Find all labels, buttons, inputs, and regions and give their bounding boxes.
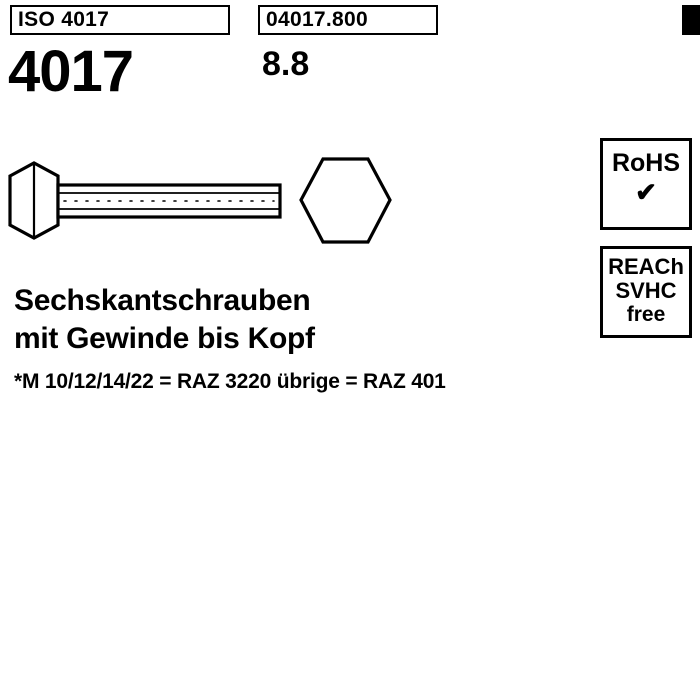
standard-label: ISO 4017 xyxy=(18,8,110,31)
rohs-badge xyxy=(600,138,692,230)
reach-label-line-3: free xyxy=(626,303,666,326)
description-line-2: mit Gewinde bis Kopf xyxy=(14,322,315,355)
page-title: 4017 xyxy=(8,39,134,104)
article-number-label: 04017.800 xyxy=(266,8,368,31)
header-row xyxy=(10,5,690,37)
strength-grade: 8.8 xyxy=(262,45,310,83)
checkmark-icon: ✔ xyxy=(635,177,657,207)
description-line-1: Sechskantschrauben xyxy=(14,284,311,317)
footnote-text: *M 10/12/14/22 = RAZ 3220 übrige = RAZ 401 xyxy=(14,370,446,393)
rohs-label: RoHS xyxy=(611,149,681,177)
black-marker-box xyxy=(682,5,700,35)
reach-badge xyxy=(600,246,692,338)
reach-label-line-1: REACh xyxy=(608,254,684,279)
reach-label-line-2: SVHC xyxy=(615,278,677,303)
hex-head-bolt-technical-drawing xyxy=(0,130,420,270)
product-description xyxy=(14,282,315,358)
